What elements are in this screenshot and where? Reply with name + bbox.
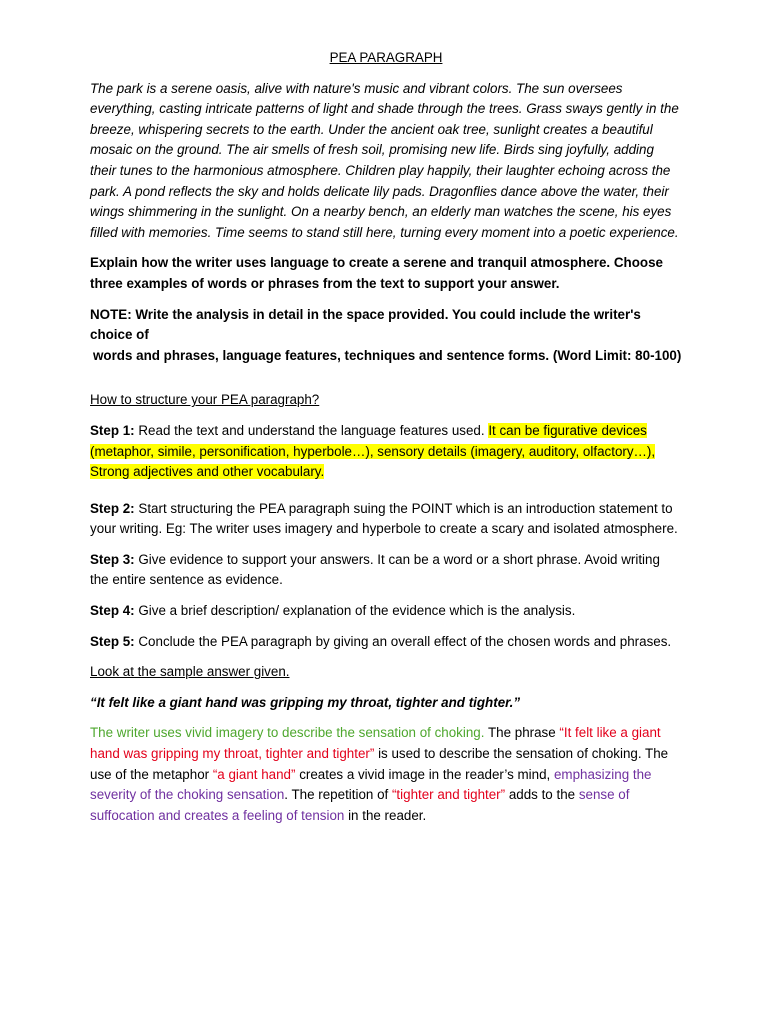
step-1 — [90, 421, 682, 483]
step-label: Step 3: — [90, 551, 135, 567]
spacer — [90, 376, 682, 390]
sample-analysis: emphasizing the severity of the choking sensation — [90, 766, 652, 803]
step-5 — [90, 632, 682, 653]
document-content — [90, 48, 682, 836]
question-text: Explain how the writer uses language to create a serene and tranquil atmosphere. Choose three examples of words or phrases from the text to support your answer. — [90, 255, 663, 291]
sample-evidence: “It felt like a giant hand was gripping my throat, tighter and tighter” — [90, 725, 661, 762]
sample-text: . The repetition of — [284, 787, 392, 803]
step-4 — [90, 601, 682, 622]
note-line-2: words and phrases, language features, techniques and sentence forms. (Word Limit: 80-100) — [93, 347, 682, 363]
sample-quote: “It felt like a giant hand was gripping my throat, tighter and tighter.” — [90, 694, 521, 710]
step-label: Step 4: — [90, 603, 135, 619]
step-label: Step 1: — [90, 422, 135, 438]
structure-heading: How to structure your PEA paragraph? — [90, 392, 320, 408]
step-label: Step 5: — [90, 633, 135, 649]
step-label: Step 2: — [90, 500, 135, 516]
sample-answer — [90, 723, 682, 826]
sample-text: creates a vivid image in the reader’s mind, — [295, 766, 554, 782]
step-text: Give evidence to support your answers. It can be a word or a short phrase. Avoid writing the entire sentence as evidence. — [90, 551, 660, 588]
sample-text: is used to describe the sensation of choking. The use of the metaphor — [90, 746, 669, 782]
sample-text: in the reader. — [344, 807, 427, 823]
step-text: Give a brief description/ explanation of the evidence which is the analysis. — [138, 603, 576, 619]
sample-analysis: sense of suffocation and creates a feeling of tension — [90, 787, 630, 823]
note-line-1: NOTE: Write the analysis in detail in the space provided. You could include the writer's choice of — [90, 306, 641, 343]
step-highlight: It can be figurative devices (metaphor, simile, personification, hyperbole…), sensory details (imagery, auditory, olfactory…), Strong adjectives and other vocabulary. — [90, 422, 656, 480]
step-text: Start structuring the PEA paragraph suing the POINT which is an introduction statement to your writing. Eg: The writer uses imagery and hyperbole to create a scary and isolated atmosphere. — [90, 500, 678, 537]
sample-evidence: “tighter and tighter” — [391, 787, 506, 803]
step-3 — [90, 550, 682, 591]
step-text: Read the text and understand the language features used. — [138, 422, 485, 438]
step-2 — [90, 499, 682, 540]
page-title: PEA PARAGRAPH — [329, 50, 443, 65]
sample-text: adds to the — [505, 787, 579, 803]
passage-paragraph: The park is a serene oasis, alive with nature's music and vibrant colors. The sun oversees everything, casting intricate patterns of light and shade through the trees. Grass sways gently in the breeze, whispering secrets to the earth. Under the ancient oak tree, sunlight creates a beautiful mosaic on the ground. The air smells of fresh soil, promising new life. Birds sing joyfully, adding their tunes to the harmonious atmosphere. Children play happily, their laughter echoing across the park. A pond reflects the sky and holds delicate lily pads. Dragonflies dance above the water, their wings shimmering in the sunlight. On a nearby bench, an elderly man watches the scene, his eyes filled with memories. Time seems to stand still here, turning every moment into a poetic experience. — [90, 80, 679, 240]
step-text: Conclude the PEA paragraph by giving an overall effect of the chosen words and phrases. — [138, 633, 672, 649]
sample-evidence: “a giant hand” — [212, 766, 296, 782]
sample-heading: Look at the sample answer given. — [90, 664, 290, 680]
sample-text: The phrase — [484, 725, 560, 741]
sample-point: The writer uses vivid imagery to describe the sensation of choking. — [90, 725, 485, 741]
